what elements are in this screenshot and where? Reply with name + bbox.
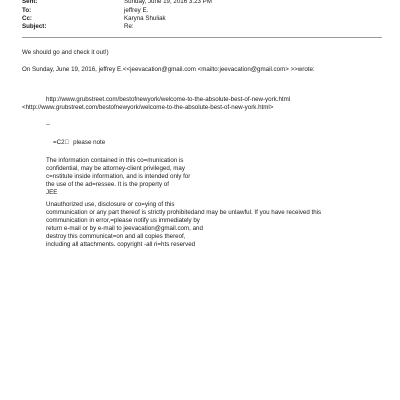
disclaimer-line: including all attachments. copyright -all ri=hts reserved xyxy=(46,241,196,248)
note-code: =C2  xyxy=(53,139,70,146)
separator: -- xyxy=(46,121,51,128)
disclaimer-line: communication in error,=please notify us immediately by xyxy=(46,217,200,224)
cc-label: Cc: xyxy=(22,14,32,22)
header-divider xyxy=(22,37,382,38)
to-label: To: xyxy=(22,6,32,14)
note-line xyxy=(53,139,105,147)
sent-row xyxy=(22,0,382,6)
disclaimer-line: confidential, may be attorney-client privileged, may xyxy=(46,165,185,172)
link-1[interactable]: http://www.grubstreet.com/bestofnewyork/welcome-to-the-absolute-best-of-new-york.html xyxy=(46,96,291,103)
disclaimer-line: the use of the ad=ressee. It is the property of xyxy=(46,181,169,188)
link-2[interactable]: <http://www.grubstreet.com/bestofnewyork/welcome-to-the-absolute-best-of-new-york.html> xyxy=(22,104,274,111)
to-row xyxy=(22,6,382,14)
disclaimer-line: Unauthorized use, disclosure or co=ying of this xyxy=(46,201,175,208)
disclaimer-line: return e-mail or by e-mail to jeevacation@gmail.com, and xyxy=(46,225,203,232)
email-header xyxy=(22,0,382,32)
disclaimer-line: The information contained in this co=munication is xyxy=(46,157,184,164)
subject-label: Subject: xyxy=(22,23,47,31)
sent-label: Sent: xyxy=(22,0,38,6)
subject-value: Re: xyxy=(124,23,134,31)
to-value: jeffrey E. xyxy=(124,6,149,14)
disclaimer-line: destroy this communicat=on and all copies thereof, xyxy=(46,233,186,240)
quote-intro: On Sunday, June 19, 2016, jeffrey E.<<jeevacation@gmail.com <mailto:jeevacation@gmail.com> >>wrote: xyxy=(22,66,315,73)
disclaimer-line: JEE xyxy=(46,189,58,196)
cc-value: Karyna Shuliak xyxy=(124,14,166,22)
disclaimer-line: c=nstitute inside information, and is intended only for xyxy=(46,173,191,180)
sent-value: Sunday, June 19, 2016 3:23 PM xyxy=(124,0,212,6)
cc-row xyxy=(22,15,382,23)
note-label: please note xyxy=(73,139,106,146)
disclaimer-line: communication or any part thereof is strictly prohibitedand may be unlawful. If you have received this xyxy=(46,209,322,216)
subject-row xyxy=(22,23,382,31)
reply-text: We should go and check it out!) xyxy=(22,49,109,56)
